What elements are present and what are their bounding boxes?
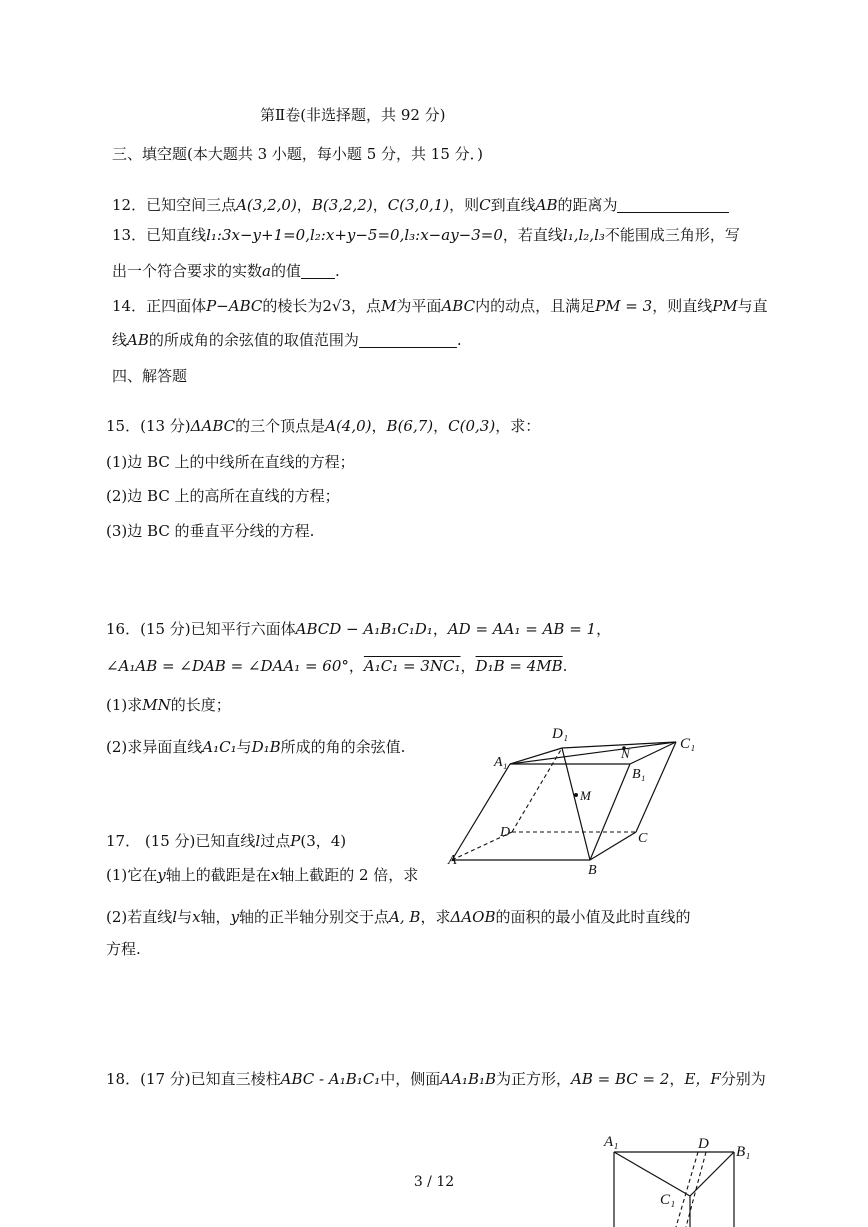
label-a1: A₁ [494, 755, 508, 770]
diagonal-a1-c1 [510, 742, 676, 764]
q17-part-2: (2)若直线l与x轴，y轴的正半轴分别交于点A, B，求ΔAOB的面积的最小值及此时直线的 [106, 908, 691, 926]
q12-answer-blank[interactable] [617, 196, 729, 213]
edge-d1-c1 [562, 742, 676, 748]
label-c: C [638, 831, 648, 846]
q13-answer-blank[interactable] [301, 262, 335, 279]
segment-d1-b [562, 748, 590, 860]
q16-part-1: (1)求MN的长度； [106, 696, 231, 714]
q14-number: 14．正四面体 [112, 297, 207, 315]
question-14-line-2: 线AB的所成角的余弦值的取值范围为 . [112, 331, 462, 349]
edge-a1-d1 [510, 748, 562, 764]
q17-part-2-line-2: 方程. [106, 940, 141, 958]
label-d1: D₁ [552, 726, 569, 742]
q12-number: 12．已知空间三点 [112, 196, 237, 214]
q15-part-2: (2)边 BC 上的高所在直线的方程； [106, 487, 340, 505]
edge-a-a1 [452, 764, 510, 860]
label-b1: B₁ [632, 767, 646, 782]
edge-c-c1 [636, 742, 676, 832]
label-m: M [580, 788, 591, 803]
q15-number: 15．(13 分) [106, 417, 191, 435]
q15-part-3: (3)边 BC 的垂直平分线的方程. [106, 522, 315, 540]
label-b: B [588, 863, 597, 878]
q18-number: 18．(17 分)已知直三棱柱 [106, 1070, 281, 1088]
q13-line-equations: l₁:3x−y+1=0,l₂:x+y−5=0,l₃:x−ay−3=0 [206, 226, 503, 244]
page-number: 3 / 12 [413, 1174, 455, 1190]
question-13: 13．已知直线l₁:3x−y+1=0,l₂:x+y−5=0,l₃:x−ay−3=0，若直线l₁,l₂,l₃不能围成三角形，写 [112, 226, 740, 244]
point-m [574, 793, 578, 797]
q17-number: 17． (15 分)已知直线 [106, 832, 256, 850]
q12-point-a: A(3,2,0) [236, 196, 297, 214]
label-a1: A₁ [604, 1134, 619, 1150]
question-13-line-2: 出一个符合要求的实数a的值 . [112, 262, 340, 280]
q17-part-1: (1)它在y轴上的截距是在x轴上截距的 2 倍，求 [106, 866, 419, 884]
label-b1: B₁ [736, 1144, 751, 1160]
q15-part-1: (1)边 BC 上的中线所在直线的方程； [106, 453, 355, 471]
q16-number: 16．(15 分)已知平行六面体 [106, 620, 296, 638]
fill-in-heading: 三、填空题(本大题共 3 小题，每小题 5 分，共 15 分．) [112, 145, 483, 163]
question-16: 16．(15 分)已知平行六面体ABCD − A₁B₁C₁D₁，AD = AA₁ = AB = 1， [106, 620, 612, 638]
question-15: 15．(13 分)ΔABC的三个顶点是A(4,0)，B(6,7)，C(0,3)，求： [106, 417, 541, 435]
q12-point-b: B(3,2,2) [311, 196, 373, 214]
edge-b-b1 [590, 764, 630, 860]
question-16-line-2: ∠A₁AB = ∠DAB = ∠DAA₁ = 60°，A₁C₁ = 3NC₁，D₁B = 4MB. [106, 657, 568, 675]
question-18: 18．(17 分)已知直三棱柱ABC - A₁B₁C₁中，侧面AA₁B₁B为正方形，AB = BC = 2，E，F分别为 [106, 1070, 766, 1088]
label-c1: C₁ [680, 736, 696, 752]
label-a: A [448, 853, 457, 868]
q16-part-2: (2)求异面直线A₁C₁与D₁B所成的角的余弦值. [106, 738, 406, 756]
answer-heading: 四、解答题 [112, 367, 188, 385]
edge-b-c [590, 832, 636, 860]
parallelepiped-figure [440, 718, 710, 878]
question-12: 12．已知空间三点A(3,2,0)，B(3,2,2)，C(3,0,1)，则C到直线AB的距离为 [112, 194, 729, 216]
label-c1: C₁ [660, 1192, 676, 1208]
q14-answer-blank[interactable] [359, 331, 457, 348]
label-d: D [500, 825, 511, 840]
label-n: N [621, 746, 630, 761]
question-17: 17． (15 分)已知直线l过点P(3，4) [106, 832, 347, 850]
q12-point-c: C(3,0,1) [387, 196, 450, 214]
label-d: D [698, 1136, 709, 1152]
question-14: 14．正四面体P−ABC的棱长为2√3，点M为平面ABC内的动点，且满足PM = 3，则直线PM与直 [112, 297, 768, 315]
q13-number: 13．已知直线 [112, 226, 207, 244]
section-title: 第Ⅱ卷(非选择题，共 92 分) [260, 106, 446, 124]
